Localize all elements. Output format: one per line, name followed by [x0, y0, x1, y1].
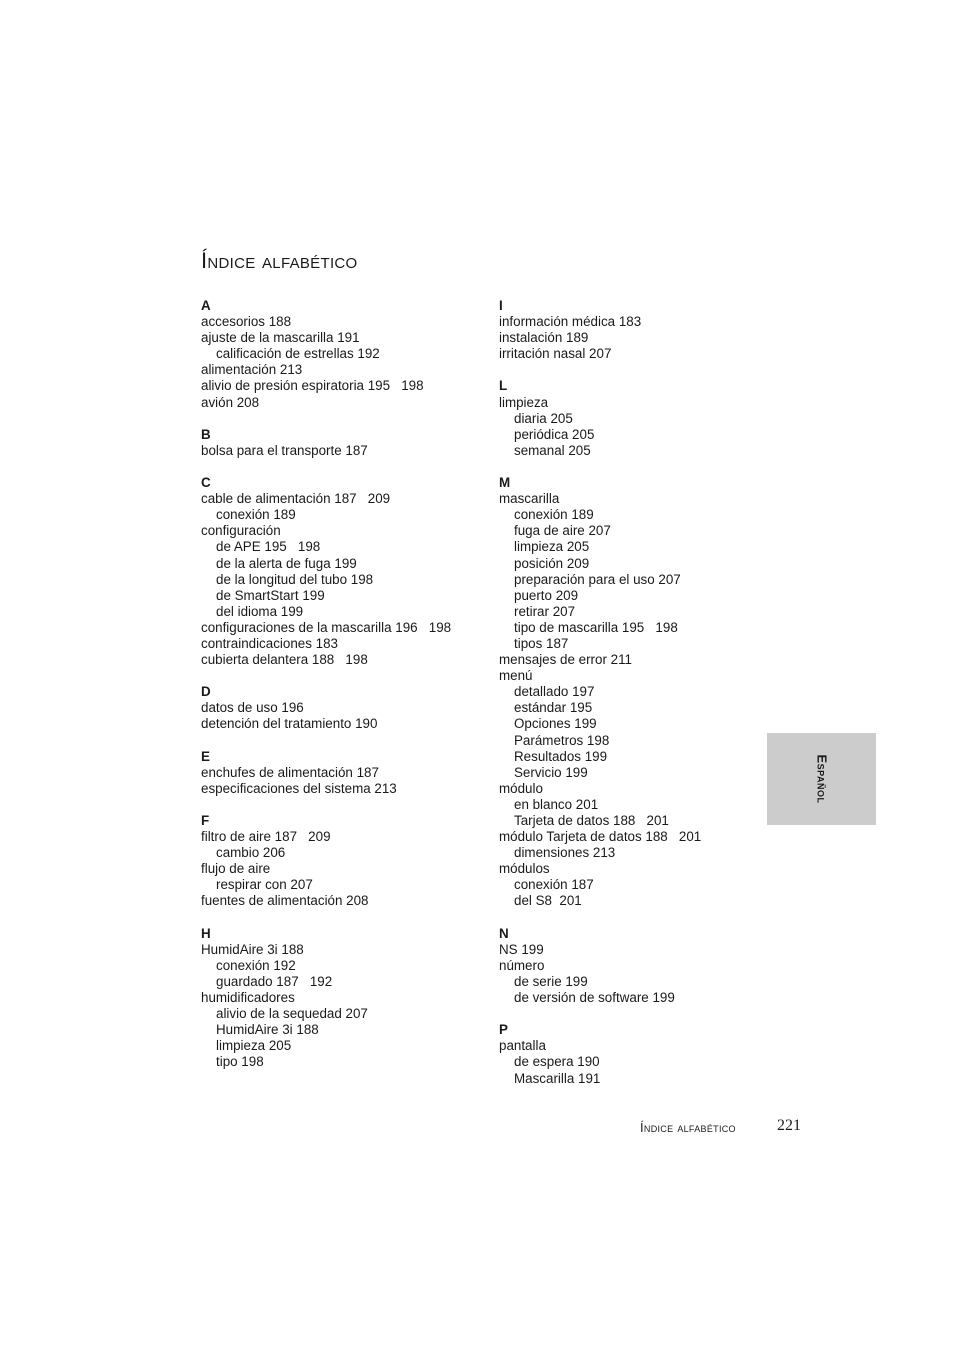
index-section-m — [499, 475, 779, 910]
index-entry: cable de alimentación 187 209 — [201, 491, 391, 507]
index-section-i — [499, 298, 779, 362]
index-entry: alivio de presión espiratoria 195 198 — [201, 378, 424, 394]
index-entry: NS 199 — [499, 941, 544, 957]
index-section-b — [201, 427, 481, 459]
index-entry: módulo — [499, 780, 543, 796]
index-subentry: de APE 195 198 — [216, 539, 321, 555]
index-subentry: de la alerta de fuga 199 — [216, 555, 357, 571]
index-subentry: conexión 189 — [514, 507, 594, 523]
section-letter: C — [201, 475, 211, 491]
section-letter: D — [201, 684, 211, 700]
index-entry: enchufes de alimentación 187 — [201, 764, 379, 780]
index-subentry: dimensiones 213 — [514, 845, 616, 861]
index-entry: contraindicaciones 183 — [201, 635, 338, 651]
section-letter: E — [201, 748, 210, 764]
index-subentry: retirar 207 — [514, 603, 576, 619]
index-section-a — [201, 298, 481, 411]
index-section-c — [201, 475, 481, 668]
page-number: 221 — [777, 1117, 801, 1134]
section-letter: I — [499, 298, 503, 313]
index-section-p — [499, 1022, 779, 1086]
index-subentry: Parámetros 198 — [514, 732, 610, 748]
index-column-left — [201, 298, 481, 1087]
index-entry: fuentes de alimentación 208 — [201, 893, 369, 909]
index-entry: información médica 183 — [499, 314, 642, 330]
index-section-f — [201, 813, 481, 910]
index-subentry: limpieza 205 — [216, 1038, 292, 1054]
index-subentry: calificación de estrellas 192 — [216, 346, 380, 362]
index-subentry: Mascarilla 191 — [514, 1070, 601, 1086]
index-entry: limpieza — [499, 394, 549, 410]
index-subentry: de serie 199 — [514, 973, 588, 989]
index-subentry: Opciones 199 — [514, 716, 597, 732]
section-letter: N — [499, 925, 509, 941]
index-subentry: de versión de software 199 — [514, 990, 675, 1006]
index-entry: bolsa para el transporte 187 — [201, 442, 368, 458]
index-entry: detención del tratamiento 190 — [201, 716, 378, 732]
index-entry: configuraciones de la mascarilla 196 198 — [201, 619, 452, 635]
index-subentry: conexión 187 — [514, 877, 594, 893]
index-entry: avión 208 — [201, 394, 260, 410]
index-entry: humidificadores — [201, 990, 295, 1006]
index-entry: filtro de aire 187 209 — [201, 829, 331, 845]
index-subentry: periódica 205 — [514, 426, 595, 442]
index-subentry: puerto 209 — [514, 587, 579, 603]
index-subentry: de SmartStart 199 — [216, 587, 325, 603]
page-title: Índice alfabético — [201, 248, 358, 273]
index-subentry: tipo de mascarilla 195 198 — [514, 619, 678, 635]
index-subentry: posición 209 — [514, 555, 590, 571]
index-entry: datos de uso 196 — [201, 700, 304, 716]
index-subentry: tipo 198 — [216, 1054, 264, 1070]
index-subentry: guardado 187 192 — [216, 973, 333, 989]
index-entry: instalación 189 — [499, 330, 589, 346]
index-subentry: conexión 192 — [216, 957, 296, 973]
index-entry: alimentación 213 — [201, 362, 303, 378]
section-letter: F — [201, 813, 210, 828]
section-letter: B — [201, 426, 211, 442]
index-subentry: limpieza 205 — [514, 539, 590, 555]
index-subentry: del S8 201 — [514, 893, 582, 909]
index-subentry: Tarjeta de datos 188 201 — [514, 813, 669, 828]
section-letter: A — [201, 298, 211, 313]
index-subentry: en blanco 201 — [514, 796, 599, 812]
index-section-d — [201, 684, 481, 732]
index-subentry: de espera 190 — [514, 1054, 600, 1070]
index-entry: cubierta delantera 188 198 — [201, 652, 368, 668]
index-subentry: diaria 205 — [514, 410, 573, 426]
index-subentry: de la longitud del tubo 198 — [216, 571, 374, 587]
index-entry: irritación nasal 207 — [499, 346, 612, 362]
index-entry: especificaciones del sistema 213 — [201, 780, 397, 796]
index-entry: número — [499, 957, 545, 973]
index-subentry: Resultados 199 — [514, 748, 608, 764]
index-subentry: estándar 195 — [514, 700, 593, 716]
language-tab-label: Español — [814, 754, 829, 804]
index-subentry: preparación para el uso 207 — [514, 571, 681, 587]
index-subentry: cambio 206 — [216, 845, 286, 861]
index-section-n — [499, 926, 779, 1006]
index-entry: módulos — [499, 861, 550, 877]
index-entry: mascarilla — [499, 491, 560, 507]
index-entry: ajuste de la mascarilla 191 — [201, 330, 360, 346]
index-entry: accesorios 188 — [201, 314, 292, 330]
section-letter: M — [499, 475, 511, 491]
language-tab — [767, 733, 876, 825]
index-section-e — [201, 749, 481, 797]
section-letter: H — [201, 925, 211, 941]
index-subentry: del idioma 199 — [216, 603, 304, 619]
index-subentry: Servicio 199 — [514, 764, 588, 780]
index-entry: menú — [499, 668, 533, 684]
index-column-right — [499, 298, 779, 1103]
section-letter: P — [499, 1022, 508, 1038]
section-letter: L — [499, 378, 508, 394]
index-entry: mensajes de error 211 — [499, 652, 632, 668]
index-section-l — [499, 378, 779, 458]
footer-title: Índice alfabético — [640, 1120, 736, 1135]
index-entry: módulo Tarjeta de datos 188 201 — [499, 829, 702, 845]
index-entry: flujo de aire — [201, 861, 271, 877]
index-subentry: fuga de aire 207 — [514, 523, 611, 539]
index-subentry: conexión 189 — [216, 507, 296, 523]
index-subentry: tipos 187 — [514, 635, 569, 651]
index-entry: pantalla — [499, 1038, 546, 1054]
index-subentry: alivio de la sequedad 207 — [216, 1006, 368, 1022]
index-section-h — [201, 926, 481, 1071]
index-subentry: detallado 197 — [514, 684, 595, 700]
index-subentry: respirar con 207 — [216, 877, 313, 893]
index-entry: HumidAire 3i 188 — [201, 941, 304, 957]
index-subentry: HumidAire 3i 188 — [216, 1022, 319, 1038]
index-entry: configuración — [201, 523, 281, 539]
index-subentry: semanal 205 — [514, 442, 591, 458]
